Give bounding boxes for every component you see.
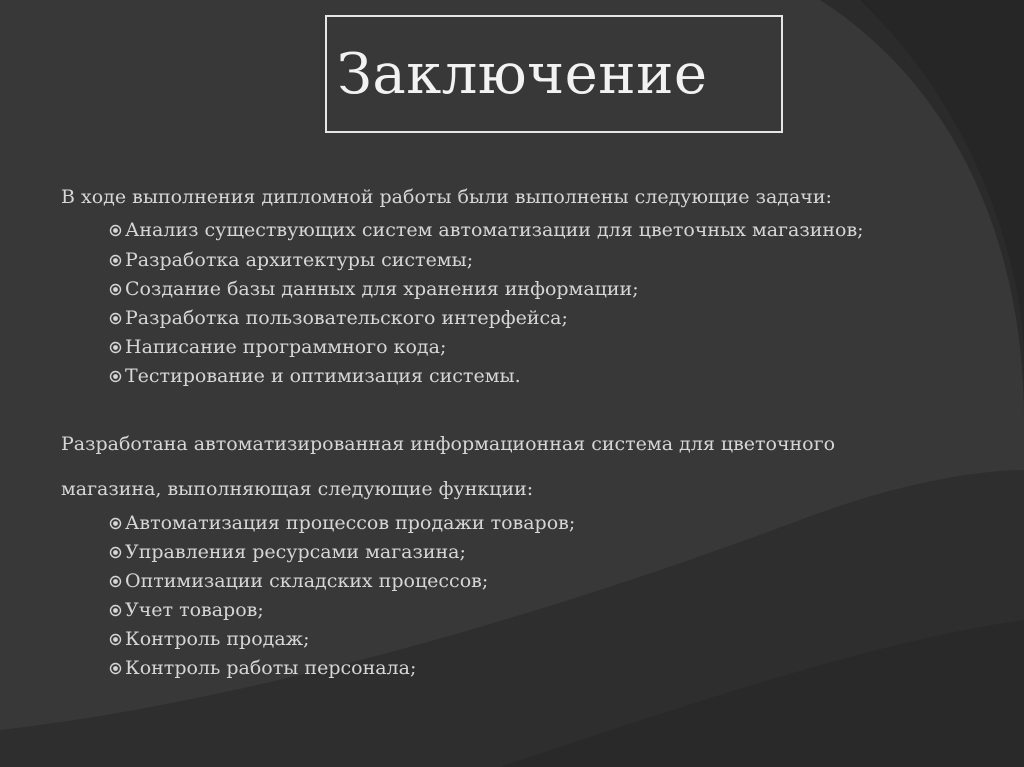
- list-item-text: Контроль работы персонала;: [125, 657, 417, 679]
- page-title: Заключение: [337, 41, 708, 107]
- title-box: [325, 15, 783, 133]
- list-item: [109, 309, 865, 327]
- intro-text: В ходе выполнения дипломной работы были выполнены следующие задачи:: [61, 186, 832, 208]
- list-item-text: Написание программного кода;: [125, 336, 447, 358]
- circled-dot-icon: [109, 575, 122, 588]
- list-item: [109, 367, 865, 385]
- circled-dot-icon: [109, 224, 122, 237]
- list-item-text: Создание базы данных для хранения информации;: [125, 278, 639, 300]
- list-item-text: Контроль продаж;: [125, 628, 310, 650]
- list-item: [109, 251, 865, 269]
- circled-dot-icon: [109, 341, 122, 354]
- list-item-text: Разработка пользовательского интерфейса;: [125, 307, 568, 329]
- circled-dot-icon: [109, 370, 122, 383]
- tasks-list: [109, 221, 865, 396]
- list-item-text: Анализ существующих систем автоматизации для цветочных магазинов;: [125, 219, 864, 241]
- summary-line-2: магазина, выполняющая следующие функции:: [61, 478, 534, 500]
- list-item-text: Разработка архитектуры системы;: [125, 249, 474, 271]
- list-item: [109, 601, 575, 619]
- list-item-text: Автоматизация процессов продажи товаров;: [125, 512, 576, 534]
- list-item-text: Учет товаров;: [125, 599, 264, 621]
- list-item-text: Управления ресурсами магазина;: [125, 541, 466, 563]
- list-item: [109, 543, 575, 561]
- circled-dot-icon: [109, 662, 122, 675]
- list-item-text: Тестирование и оптимизация системы.: [125, 365, 521, 387]
- list-item: [109, 572, 575, 590]
- list-item: [109, 280, 865, 298]
- list-item: [109, 221, 865, 240]
- list-item: [109, 630, 575, 648]
- circled-dot-icon: [109, 517, 122, 530]
- circled-dot-icon: [109, 633, 122, 646]
- circled-dot-icon: [109, 604, 122, 617]
- summary-line-1: Разработана автоматизированная информационная система для цветочного: [61, 433, 836, 455]
- list-item-text: Оптимизации складских процессов;: [125, 570, 489, 592]
- circled-dot-icon: [109, 283, 122, 296]
- functions-list: [109, 514, 575, 688]
- list-item: [109, 338, 865, 356]
- circled-dot-icon: [109, 312, 122, 325]
- list-item: [109, 514, 575, 532]
- circled-dot-icon: [109, 546, 122, 559]
- circled-dot-icon: [109, 254, 122, 267]
- list-item: [109, 659, 575, 677]
